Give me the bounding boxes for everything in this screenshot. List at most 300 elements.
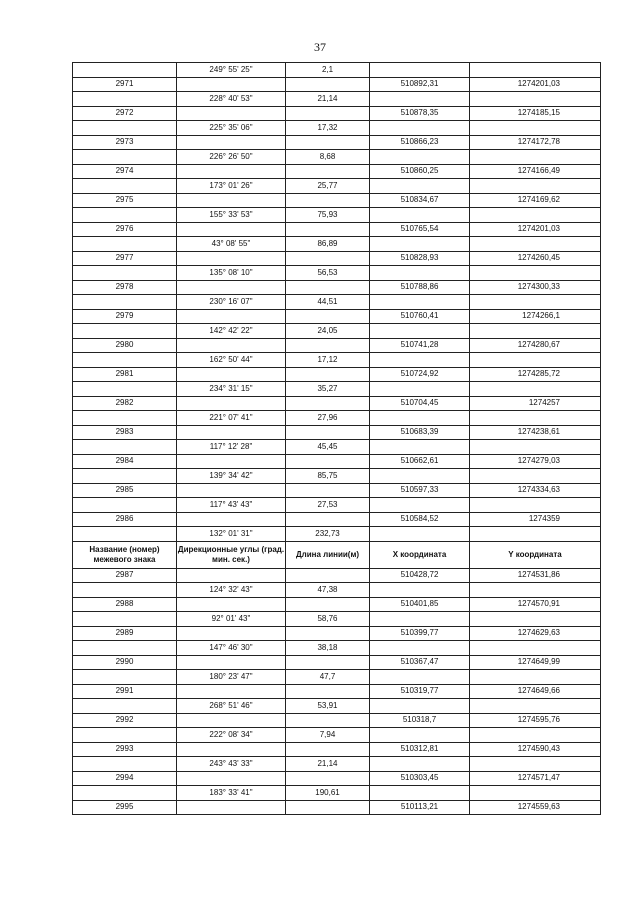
line-length: 75,93 xyxy=(286,208,370,223)
point-row xyxy=(73,367,601,382)
line-length: 56,53 xyxy=(286,266,370,281)
empty-cell xyxy=(73,150,177,165)
x-coordinate: 510428,72 xyxy=(370,568,470,583)
empty-cell xyxy=(470,237,601,252)
empty-cell xyxy=(286,713,370,728)
empty-cell xyxy=(177,251,286,266)
empty-cell xyxy=(286,135,370,150)
empty-cell xyxy=(177,309,286,324)
x-coordinate: 510760,41 xyxy=(370,309,470,324)
line-length: 17,32 xyxy=(286,121,370,136)
x-coordinate: 510312,81 xyxy=(370,742,470,757)
empty-cell xyxy=(370,583,470,598)
line-length: 85,75 xyxy=(286,469,370,484)
x-coordinate: 510892,31 xyxy=(370,77,470,92)
y-coordinate: 1274260,45 xyxy=(470,251,601,266)
empty-cell xyxy=(470,121,601,136)
line-length: 2,1 xyxy=(286,63,370,78)
empty-cell xyxy=(370,728,470,743)
empty-cell xyxy=(370,612,470,627)
empty-cell xyxy=(177,626,286,641)
empty-cell xyxy=(177,396,286,411)
header-name: Название (номер) межевого знака xyxy=(73,541,177,568)
direction-angle: 132° 01' 31" xyxy=(177,527,286,542)
point-row xyxy=(73,77,601,92)
line-length: 53,91 xyxy=(286,699,370,714)
point-name: 2981 xyxy=(73,367,177,382)
empty-cell xyxy=(286,193,370,208)
direction-angle: 243° 43' 33" xyxy=(177,757,286,772)
empty-cell xyxy=(470,757,601,772)
x-coordinate: 510399,77 xyxy=(370,626,470,641)
empty-cell xyxy=(286,771,370,786)
y-coordinate: 1274257 xyxy=(470,396,601,411)
x-coordinate: 510788,86 xyxy=(370,280,470,295)
point-row xyxy=(73,713,601,728)
empty-cell xyxy=(370,641,470,656)
empty-cell xyxy=(470,353,601,368)
empty-cell xyxy=(470,641,601,656)
empty-cell xyxy=(370,266,470,281)
empty-cell xyxy=(470,63,601,78)
segment-row xyxy=(73,63,601,78)
point-row xyxy=(73,742,601,757)
segment-row xyxy=(73,641,601,656)
point-row xyxy=(73,655,601,670)
direction-angle: 155° 33' 53" xyxy=(177,208,286,223)
segment-row xyxy=(73,757,601,772)
point-name: 2993 xyxy=(73,742,177,757)
empty-cell xyxy=(370,670,470,685)
empty-cell xyxy=(73,208,177,223)
empty-cell xyxy=(286,106,370,121)
empty-cell xyxy=(73,728,177,743)
empty-cell xyxy=(470,612,601,627)
empty-cell xyxy=(177,742,286,757)
empty-cell xyxy=(286,251,370,266)
empty-cell xyxy=(370,237,470,252)
empty-cell xyxy=(286,512,370,527)
empty-cell xyxy=(370,527,470,542)
empty-cell xyxy=(73,786,177,801)
point-name: 2988 xyxy=(73,597,177,612)
point-name: 2991 xyxy=(73,684,177,699)
point-row xyxy=(73,454,601,469)
point-name: 2974 xyxy=(73,164,177,179)
segment-row xyxy=(73,786,601,801)
empty-cell xyxy=(177,280,286,295)
empty-cell xyxy=(177,135,286,150)
point-name: 2972 xyxy=(73,106,177,121)
x-coordinate: 510724,92 xyxy=(370,367,470,382)
y-coordinate: 1274201,03 xyxy=(470,222,601,237)
point-row xyxy=(73,512,601,527)
empty-cell xyxy=(286,568,370,583)
point-name: 2971 xyxy=(73,77,177,92)
empty-cell xyxy=(286,425,370,440)
point-name: 2976 xyxy=(73,222,177,237)
x-coordinate: 510597,33 xyxy=(370,483,470,498)
empty-cell xyxy=(73,757,177,772)
x-coordinate: 510662,61 xyxy=(370,454,470,469)
empty-cell xyxy=(286,800,370,815)
empty-cell xyxy=(73,498,177,513)
point-name: 2984 xyxy=(73,454,177,469)
y-coordinate: 1274649,99 xyxy=(470,655,601,670)
empty-cell xyxy=(470,150,601,165)
line-length: 86,89 xyxy=(286,237,370,252)
empty-cell xyxy=(470,324,601,339)
empty-cell xyxy=(286,280,370,295)
empty-cell xyxy=(73,266,177,281)
line-length: 44,51 xyxy=(286,295,370,310)
y-coordinate: 1274571,47 xyxy=(470,771,601,786)
x-coordinate: 510303,45 xyxy=(370,771,470,786)
empty-cell xyxy=(177,713,286,728)
empty-cell xyxy=(177,222,286,237)
point-row xyxy=(73,193,601,208)
direction-angle: 249° 55' 25" xyxy=(177,63,286,78)
direction-angle: 173° 01' 26" xyxy=(177,179,286,194)
point-row xyxy=(73,483,601,498)
empty-cell xyxy=(73,612,177,627)
empty-cell xyxy=(286,655,370,670)
empty-cell xyxy=(73,411,177,426)
header-angle: Дирекционные углы (град. мин. сек.) xyxy=(177,541,286,568)
boundary-coordinates-table xyxy=(72,62,601,815)
empty-cell xyxy=(286,742,370,757)
direction-angle: 230° 16' 07" xyxy=(177,295,286,310)
segment-row xyxy=(73,469,601,484)
empty-cell xyxy=(370,411,470,426)
empty-cell xyxy=(470,382,601,397)
empty-cell xyxy=(286,396,370,411)
point-name: 2994 xyxy=(73,771,177,786)
page-number: 37 xyxy=(314,40,326,54)
point-name: 2986 xyxy=(73,512,177,527)
empty-cell xyxy=(470,670,601,685)
segment-row xyxy=(73,612,601,627)
empty-cell xyxy=(370,179,470,194)
line-length: 38,18 xyxy=(286,641,370,656)
segment-row xyxy=(73,440,601,455)
segment-row xyxy=(73,411,601,426)
empty-cell xyxy=(73,121,177,136)
y-coordinate: 1274649,66 xyxy=(470,684,601,699)
empty-cell xyxy=(177,597,286,612)
empty-cell xyxy=(177,338,286,353)
direction-angle: 221° 07' 41" xyxy=(177,411,286,426)
point-name: 2982 xyxy=(73,396,177,411)
y-coordinate: 1274334,63 xyxy=(470,483,601,498)
empty-cell xyxy=(177,193,286,208)
y-coordinate: 1274285,72 xyxy=(470,367,601,382)
empty-cell xyxy=(370,440,470,455)
empty-cell xyxy=(73,699,177,714)
y-coordinate: 1274166,49 xyxy=(470,164,601,179)
empty-cell xyxy=(370,353,470,368)
empty-cell xyxy=(370,786,470,801)
header-x: X координата xyxy=(370,541,470,568)
direction-angle: 222° 08' 34" xyxy=(177,728,286,743)
empty-cell xyxy=(286,309,370,324)
point-row xyxy=(73,684,601,699)
y-coordinate: 1274266,1 xyxy=(470,309,601,324)
empty-cell xyxy=(470,208,601,223)
point-name: 2990 xyxy=(73,655,177,670)
y-coordinate: 1274595,76 xyxy=(470,713,601,728)
x-coordinate: 510860,25 xyxy=(370,164,470,179)
empty-cell xyxy=(73,324,177,339)
point-row xyxy=(73,568,601,583)
empty-cell xyxy=(470,295,601,310)
point-name: 2980 xyxy=(73,338,177,353)
direction-angle: 225° 35' 06" xyxy=(177,121,286,136)
empty-cell xyxy=(286,626,370,641)
point-name: 2975 xyxy=(73,193,177,208)
y-coordinate: 1274201,03 xyxy=(470,77,601,92)
line-length: 45,45 xyxy=(286,440,370,455)
x-coordinate: 510113,21 xyxy=(370,800,470,815)
point-name: 2979 xyxy=(73,309,177,324)
line-length: 24,05 xyxy=(286,324,370,339)
point-row xyxy=(73,626,601,641)
empty-cell xyxy=(73,353,177,368)
segment-row xyxy=(73,150,601,165)
empty-cell xyxy=(370,699,470,714)
empty-cell xyxy=(470,440,601,455)
y-coordinate: 1274531,86 xyxy=(470,568,601,583)
line-length: 21,14 xyxy=(286,757,370,772)
point-row xyxy=(73,106,601,121)
empty-cell xyxy=(470,699,601,714)
y-coordinate: 1274172,78 xyxy=(470,135,601,150)
line-length: 7,94 xyxy=(286,728,370,743)
segment-row xyxy=(73,353,601,368)
y-coordinate: 1274629,63 xyxy=(470,626,601,641)
empty-cell xyxy=(470,266,601,281)
direction-angle: 147° 46' 30" xyxy=(177,641,286,656)
direction-angle: 162° 50' 44" xyxy=(177,353,286,368)
empty-cell xyxy=(73,295,177,310)
empty-cell xyxy=(73,179,177,194)
empty-cell xyxy=(73,641,177,656)
x-coordinate: 510584,52 xyxy=(370,512,470,527)
point-row xyxy=(73,771,601,786)
direction-angle: 135° 08' 10" xyxy=(177,266,286,281)
segment-row xyxy=(73,92,601,107)
x-coordinate: 510765,54 xyxy=(370,222,470,237)
y-coordinate: 1274169,62 xyxy=(470,193,601,208)
empty-cell xyxy=(177,454,286,469)
header-y: Y координата xyxy=(470,541,601,568)
point-name: 2978 xyxy=(73,280,177,295)
x-coordinate: 510828,93 xyxy=(370,251,470,266)
empty-cell xyxy=(370,469,470,484)
segment-row xyxy=(73,728,601,743)
empty-cell xyxy=(177,483,286,498)
empty-cell xyxy=(177,771,286,786)
empty-cell xyxy=(177,684,286,699)
direction-angle: 117° 43' 43" xyxy=(177,498,286,513)
y-coordinate: 1274300,33 xyxy=(470,280,601,295)
y-coordinate: 1274185,15 xyxy=(470,106,601,121)
segment-row xyxy=(73,498,601,513)
empty-cell xyxy=(370,757,470,772)
empty-cell xyxy=(286,164,370,179)
point-name: 2983 xyxy=(73,425,177,440)
segment-row xyxy=(73,179,601,194)
point-name: 2985 xyxy=(73,483,177,498)
line-length: 27,96 xyxy=(286,411,370,426)
empty-cell xyxy=(370,498,470,513)
empty-cell xyxy=(177,367,286,382)
point-name: 2973 xyxy=(73,135,177,150)
direction-angle: 180° 23' 47" xyxy=(177,670,286,685)
y-coordinate: 1274590,43 xyxy=(470,742,601,757)
empty-cell xyxy=(470,469,601,484)
y-coordinate: 1274280,67 xyxy=(470,338,601,353)
y-coordinate: 1274359 xyxy=(470,512,601,527)
direction-angle: 117° 12' 28" xyxy=(177,440,286,455)
empty-cell xyxy=(370,150,470,165)
segment-row xyxy=(73,583,601,598)
line-length: 17,12 xyxy=(286,353,370,368)
line-length: 8,68 xyxy=(286,150,370,165)
empty-cell xyxy=(470,583,601,598)
empty-cell xyxy=(73,382,177,397)
empty-cell xyxy=(470,411,601,426)
empty-cell xyxy=(73,527,177,542)
x-coordinate: 510683,39 xyxy=(370,425,470,440)
point-row xyxy=(73,164,601,179)
point-row xyxy=(73,597,601,612)
line-length: 21,14 xyxy=(286,92,370,107)
point-row xyxy=(73,396,601,411)
empty-cell xyxy=(286,338,370,353)
empty-cell xyxy=(73,583,177,598)
empty-cell xyxy=(286,77,370,92)
segment-row xyxy=(73,382,601,397)
y-coordinate: 1274559,63 xyxy=(470,800,601,815)
segment-row xyxy=(73,699,601,714)
empty-cell xyxy=(177,512,286,527)
empty-cell xyxy=(370,63,470,78)
empty-cell xyxy=(286,222,370,237)
point-row xyxy=(73,800,601,815)
empty-cell xyxy=(470,179,601,194)
direction-angle: 124° 32' 43" xyxy=(177,583,286,598)
empty-cell xyxy=(177,425,286,440)
point-row xyxy=(73,280,601,295)
point-name: 2989 xyxy=(73,626,177,641)
direction-angle: 234° 31' 15" xyxy=(177,382,286,397)
empty-cell xyxy=(286,684,370,699)
x-coordinate: 510319,77 xyxy=(370,684,470,699)
segment-row xyxy=(73,670,601,685)
empty-cell xyxy=(73,63,177,78)
direction-angle: 183° 33' 41" xyxy=(177,786,286,801)
segment-row xyxy=(73,266,601,281)
point-name: 2992 xyxy=(73,713,177,728)
empty-cell xyxy=(73,237,177,252)
empty-cell xyxy=(370,121,470,136)
line-length: 232,73 xyxy=(286,527,370,542)
point-name: 2995 xyxy=(73,800,177,815)
point-row xyxy=(73,251,601,266)
point-row xyxy=(73,222,601,237)
empty-cell xyxy=(470,92,601,107)
segment-row xyxy=(73,295,601,310)
segment-row xyxy=(73,208,601,223)
empty-cell xyxy=(370,324,470,339)
empty-cell xyxy=(73,440,177,455)
empty-cell xyxy=(470,728,601,743)
point-row xyxy=(73,425,601,440)
segment-row xyxy=(73,237,601,252)
x-coordinate: 510834,67 xyxy=(370,193,470,208)
x-coordinate: 510878,35 xyxy=(370,106,470,121)
direction-angle: 139° 34' 42" xyxy=(177,469,286,484)
x-coordinate: 510401,85 xyxy=(370,597,470,612)
table-body xyxy=(73,63,601,815)
direction-angle: 142° 42' 22" xyxy=(177,324,286,339)
direction-angle: 43° 08' 55" xyxy=(177,237,286,252)
empty-cell xyxy=(470,527,601,542)
point-row xyxy=(73,309,601,324)
empty-cell xyxy=(177,164,286,179)
empty-cell xyxy=(470,786,601,801)
empty-cell xyxy=(370,295,470,310)
line-length: 47,38 xyxy=(286,583,370,598)
empty-cell xyxy=(177,655,286,670)
y-coordinate: 1274238,61 xyxy=(470,425,601,440)
empty-cell xyxy=(73,92,177,107)
x-coordinate: 510318,7 xyxy=(370,713,470,728)
x-coordinate: 510866,23 xyxy=(370,135,470,150)
line-length: 27,53 xyxy=(286,498,370,513)
empty-cell xyxy=(177,568,286,583)
segment-row xyxy=(73,324,601,339)
x-coordinate: 510367,47 xyxy=(370,655,470,670)
line-length: 35,27 xyxy=(286,382,370,397)
direction-angle: 228° 40' 53" xyxy=(177,92,286,107)
x-coordinate: 510741,28 xyxy=(370,338,470,353)
empty-cell xyxy=(177,77,286,92)
y-coordinate: 1274570,91 xyxy=(470,597,601,612)
empty-cell xyxy=(370,208,470,223)
segment-row xyxy=(73,121,601,136)
empty-cell xyxy=(470,498,601,513)
direction-angle: 226° 26' 50" xyxy=(177,150,286,165)
direction-angle: 92° 01' 43" xyxy=(177,612,286,627)
line-length: 25,77 xyxy=(286,179,370,194)
empty-cell xyxy=(73,469,177,484)
point-row xyxy=(73,338,601,353)
empty-cell xyxy=(370,382,470,397)
line-length: 190,61 xyxy=(286,786,370,801)
empty-cell xyxy=(286,597,370,612)
line-length: 47,7 xyxy=(286,670,370,685)
empty-cell xyxy=(286,367,370,382)
line-length: 58,76 xyxy=(286,612,370,627)
y-coordinate: 1274279,03 xyxy=(470,454,601,469)
empty-cell xyxy=(286,454,370,469)
direction-angle: 268° 51' 46" xyxy=(177,699,286,714)
point-row xyxy=(73,135,601,150)
empty-cell xyxy=(370,92,470,107)
point-name: 2977 xyxy=(73,251,177,266)
